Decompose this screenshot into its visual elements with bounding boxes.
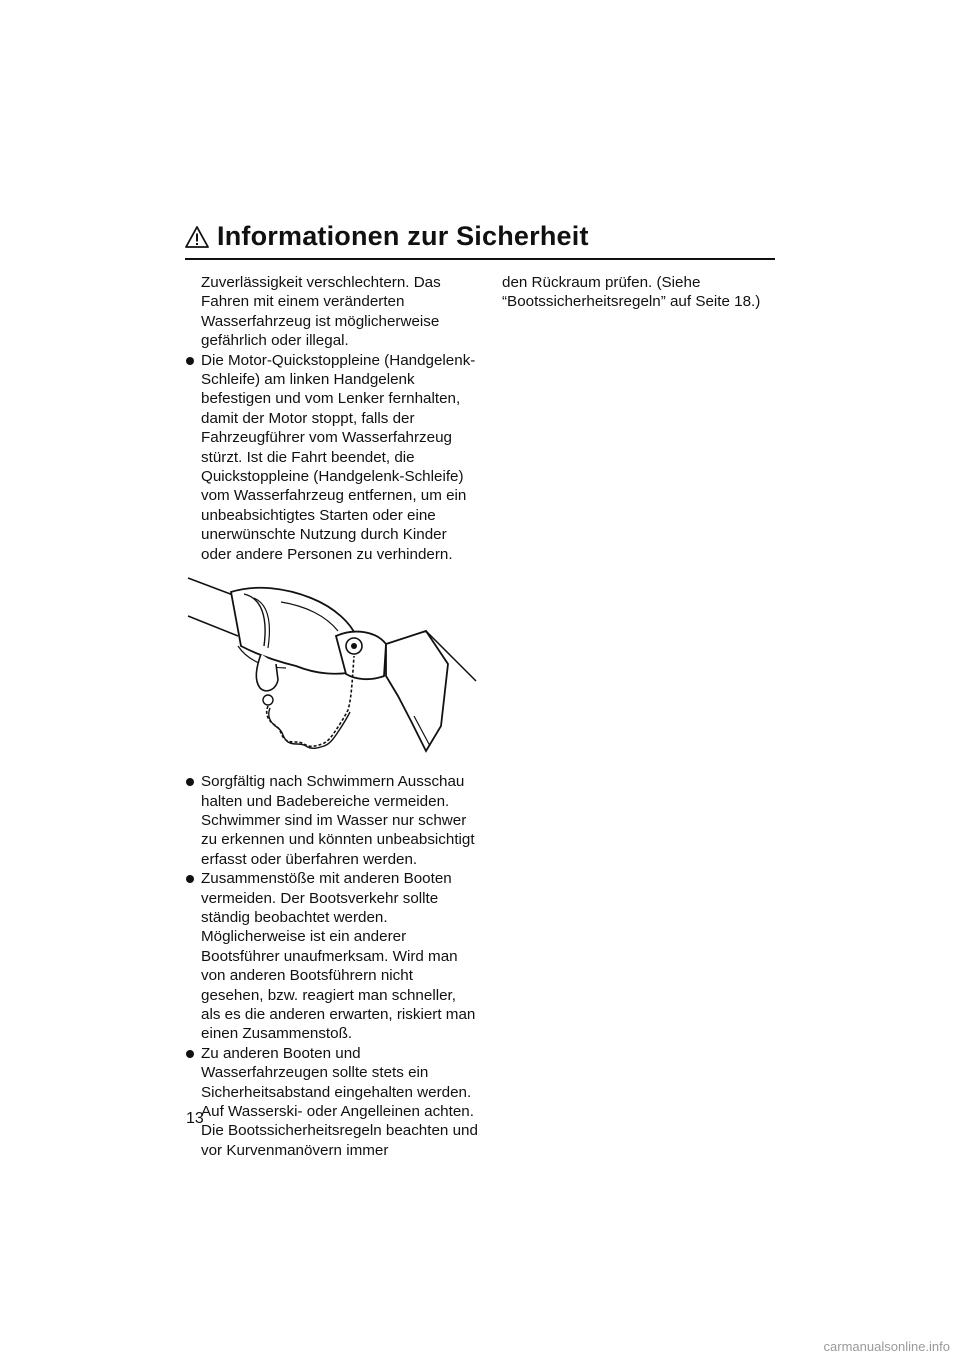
bullet-item (186, 1044, 478, 1160)
continuation-text: den Rückraum prüfen. (Siehe “Bootssicherheitsregeln” auf Seite 18.) (502, 274, 761, 311)
left-column (186, 273, 478, 1160)
bullet-text: Zusammenstöße mit anderen Booten vermeiden. Der Bootsverkehr sollte ständig beobachtet werden. Möglicherweise ist ein anderer Bootsführer unaufmerksam. Wird man von anderen Bootsführern nicht gesehen, bzw. reagiert man schneller, als es die anderen erwarten, riskiert man einen Zusammenstoß. (201, 870, 476, 1043)
bullet-icon (186, 778, 194, 786)
bullet-icon (186, 1050, 194, 1058)
warning-triangle-icon (185, 225, 209, 249)
page-header (185, 222, 775, 260)
bullet-text: Die Motor-Quickstoppleine (Handgelenk-Schleife) am linken Handgelenk befestigen und vom Lenker fernhalten, damit der Motor stoppt, falls der Fahrzeugführer vom Wasserfahrzeug stürzt. Ist die Fahrt beendet, die Quickstoppleine (Handgelenk-Schleife) vom Wasserfahrzeug entfernen, um ein unbeabsichtigtes Starten oder eine unerwünschte Nutzung durch Kinder oder andere Personen zu verhindern. (201, 351, 476, 563)
right-column (502, 273, 782, 312)
bullet-icon (186, 357, 194, 365)
bullet-item (186, 772, 478, 869)
bullet-item (186, 351, 478, 564)
page-title: Informationen zur Sicherheit (217, 221, 589, 251)
bullet-text: Sorgfältig nach Schwimmern Ausschau halten und Badebereiche vermeiden. Schwimmer sind im Wasser nur schwer zu erkennen und könnten unbeabsichtigt erfasst oder überfahren werden. (201, 773, 475, 868)
bullet-text: Zu anderen Booten und Wasserfahrzeugen sollte stets ein Sicherheitsabstand eingehalten werden. Auf Wasserski- oder Angelleinen achten. Die Bootssicherheitsregeln beachten und vor Kurvenmanövern immer (201, 1044, 478, 1159)
wrist-lanyard-illustration (186, 576, 478, 764)
footer-watermark: carmanualsonline.info (823, 1339, 950, 1354)
page-number: 13 (186, 1110, 204, 1127)
bullet-item (186, 869, 478, 1044)
bullet-icon (186, 875, 194, 883)
continuation-text: Zuverlässigkeit verschlechtern. Das Fahren mit einem veränderten Wasserfahrzeug ist möglicherweise gefährlich oder illegal. (201, 274, 441, 350)
